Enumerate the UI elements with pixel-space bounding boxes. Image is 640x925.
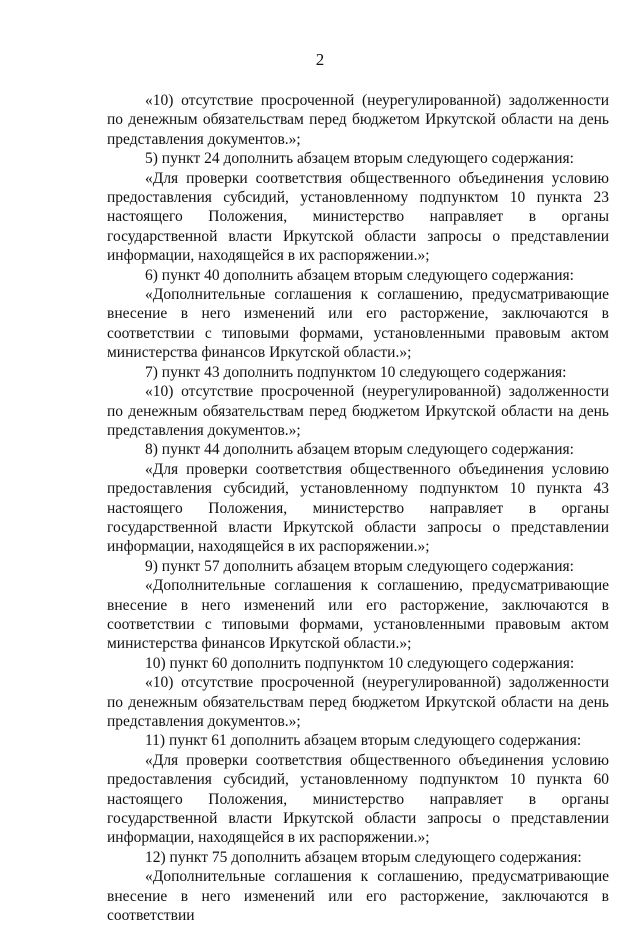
paragraph-additional-agreements: «Дополнительные соглашения к соглашению, предусматривающие внесение в него изменений или его расторжение, заключаются в соответствии с типовыми формами, установленными правовым актом министерства финансов Иркутской области.»; bbox=[107, 577, 609, 653]
paragraph-verification-clause: «Для проверки соответствия общественного объединения условию предоставления субсидий, установленному подпунктом 10 пункта 60 настоящего Положения, министерство направляет в органы государственной власти Иркутской области запросы о представлении информации, находящейся в их распоряжении.»; bbox=[107, 751, 609, 847]
paragraph-additional-agreements: «Дополнительные соглашения к соглашению, предусматривающие внесение в него изменений или его расторжение, заключаются в соответствии с типовыми формами, установленными правовым актом министерства финансов Иркутской области.»; bbox=[107, 286, 609, 362]
paragraph-item-10-amendment: «10) отсутствие просроченной (неурегулированной) задолженности по денежным обязательствам перед бюджетом Иркутской области на день представления документов.»; bbox=[107, 92, 609, 148]
paragraph-item-10-amendment: «10) отсутствие просроченной (неурегулированной) задолженности по денежным обязательствам перед бюджетом Иркутской области на день представления документов.»; bbox=[107, 383, 609, 439]
paragraph-point-9: 9) пункт 57 дополнить абзацем вторым следующего содержания: bbox=[145, 557, 574, 575]
paragraph-point-7: 7) пункт 43 дополнить подпунктом 10 следующего содержания: bbox=[145, 363, 567, 381]
paragraph-point-6: 6) пункт 40 дополнить абзацем вторым следующего содержания: bbox=[145, 266, 574, 284]
paragraph-point-8: 8) пункт 44 дополнить абзацем вторым следующего содержания: bbox=[145, 441, 574, 459]
paragraph-additional-agreements: «Дополнительные соглашения к соглашению, предусматривающие внесение в него изменений или его расторжение, заключаются в соответствии bbox=[107, 868, 609, 925]
paragraph-item-10-amendment: «10) отсутствие просроченной (неурегулированной) задолженности по денежным обязательствам перед бюджетом Иркутской области на день представления документов.»; bbox=[107, 674, 609, 730]
paragraph-point-5: 5) пункт 24 дополнить абзацем вторым следующего содержания: bbox=[145, 150, 574, 168]
page-number: 2 bbox=[315, 50, 325, 69]
document-body bbox=[107, 91, 609, 925]
paragraph-verification-clause: «Для проверки соответствия общественного объединения условию предоставления субсидий, установленному подпунктом 10 пункта 23 настоящего Положения, министерство направляет в органы государственной власти Иркутской области запросы о представлении информации, находящейся в их распоряжении.»; bbox=[107, 169, 609, 265]
paragraph-point-11: 11) пункт 61 дополнить абзацем вторым следующего содержания: bbox=[145, 732, 582, 750]
paragraph-verification-clause: «Для проверки соответствия общественного объединения условию предоставления субсидий, установленному подпунктом 10 пункта 43 настоящего Положения, министерство направляет в органы государственной власти Иркутской области запросы о представлении информации, находящейся в их распоряжении.»; bbox=[107, 460, 609, 556]
paragraph-point-10: 10) пункт 60 дополнить подпунктом 10 следующего содержания: bbox=[145, 654, 575, 672]
paragraph-point-12: 12) пункт 75 дополнить абзацем вторым следующего содержания: bbox=[145, 848, 582, 866]
